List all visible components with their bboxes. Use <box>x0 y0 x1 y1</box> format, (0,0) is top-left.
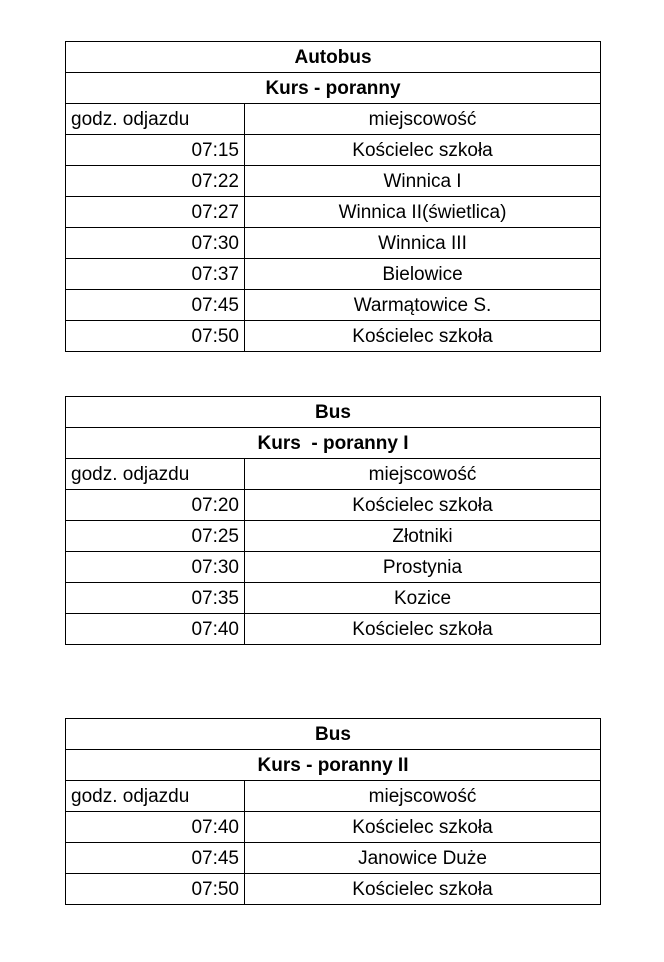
departure-time: 07:35 <box>66 583 245 614</box>
stop-place: Kościelec szkoła <box>245 812 601 843</box>
stop-place: Kozice <box>245 583 601 614</box>
departure-time: 07:27 <box>66 197 245 228</box>
title-row <box>66 719 601 750</box>
departure-time: 07:40 <box>66 812 245 843</box>
table-row <box>66 843 601 874</box>
departure-time: 07:15 <box>66 135 245 166</box>
vehicle-title: Bus <box>66 719 601 750</box>
header-row <box>66 104 601 135</box>
departure-time: 07:50 <box>66 874 245 905</box>
departure-time: 07:37 <box>66 259 245 290</box>
table-row <box>66 812 601 843</box>
table-row <box>66 228 601 259</box>
column-header-place: miejscowość <box>245 781 601 812</box>
departure-time: 07:50 <box>66 321 245 352</box>
title-row <box>66 42 601 73</box>
stop-place: Bielowice <box>245 259 601 290</box>
vehicle-title: Autobus <box>66 42 601 73</box>
table-row <box>66 321 601 352</box>
route-name: Kurs - poranny I <box>66 428 601 459</box>
column-header-departure-time: godz. odjazdu <box>66 459 245 490</box>
departure-time: 07:25 <box>66 521 245 552</box>
stop-place: Winnica III <box>245 228 601 259</box>
stop-place: Kościelec szkoła <box>245 614 601 645</box>
stop-place: Kościelec szkoła <box>245 321 601 352</box>
schedule-table-autobus <box>65 41 601 352</box>
table-row <box>66 490 601 521</box>
table-row <box>66 552 601 583</box>
schedule-table-bus-morning-2 <box>65 718 601 905</box>
stop-place: Winnica II(świetlica) <box>245 197 601 228</box>
column-header-departure-time: godz. odjazdu <box>66 104 245 135</box>
departure-time: 07:20 <box>66 490 245 521</box>
title-row <box>66 397 601 428</box>
departure-time: 07:30 <box>66 228 245 259</box>
table-row <box>66 197 601 228</box>
stop-place: Kościelec szkoła <box>245 874 601 905</box>
table-row <box>66 290 601 321</box>
table-row <box>66 874 601 905</box>
stop-place: Złotniki <box>245 521 601 552</box>
route-name: Kurs - poranny <box>66 73 601 104</box>
header-row <box>66 781 601 812</box>
departure-time: 07:45 <box>66 290 245 321</box>
stop-place: Kościelec szkoła <box>245 490 601 521</box>
table-row <box>66 521 601 552</box>
vehicle-title: Bus <box>66 397 601 428</box>
departure-time: 07:22 <box>66 166 245 197</box>
table-row <box>66 614 601 645</box>
stop-place: Warmątowice S. <box>245 290 601 321</box>
route-row <box>66 73 601 104</box>
stop-place: Kościelec szkoła <box>245 135 601 166</box>
stop-place: Winnica I <box>245 166 601 197</box>
route-row <box>66 750 601 781</box>
stop-place: Prostynia <box>245 552 601 583</box>
header-row <box>66 459 601 490</box>
schedule-table-bus-morning-1 <box>65 396 601 645</box>
table-row <box>66 135 601 166</box>
table-row <box>66 259 601 290</box>
column-header-place: miejscowość <box>245 459 601 490</box>
route-row <box>66 428 601 459</box>
table-row <box>66 166 601 197</box>
column-header-departure-time: godz. odjazdu <box>66 781 245 812</box>
column-header-place: miejscowość <box>245 104 601 135</box>
table-row <box>66 583 601 614</box>
route-name: Kurs - poranny II <box>66 750 601 781</box>
departure-time: 07:30 <box>66 552 245 583</box>
departure-time: 07:45 <box>66 843 245 874</box>
departure-time: 07:40 <box>66 614 245 645</box>
stop-place: Janowice Duże <box>245 843 601 874</box>
